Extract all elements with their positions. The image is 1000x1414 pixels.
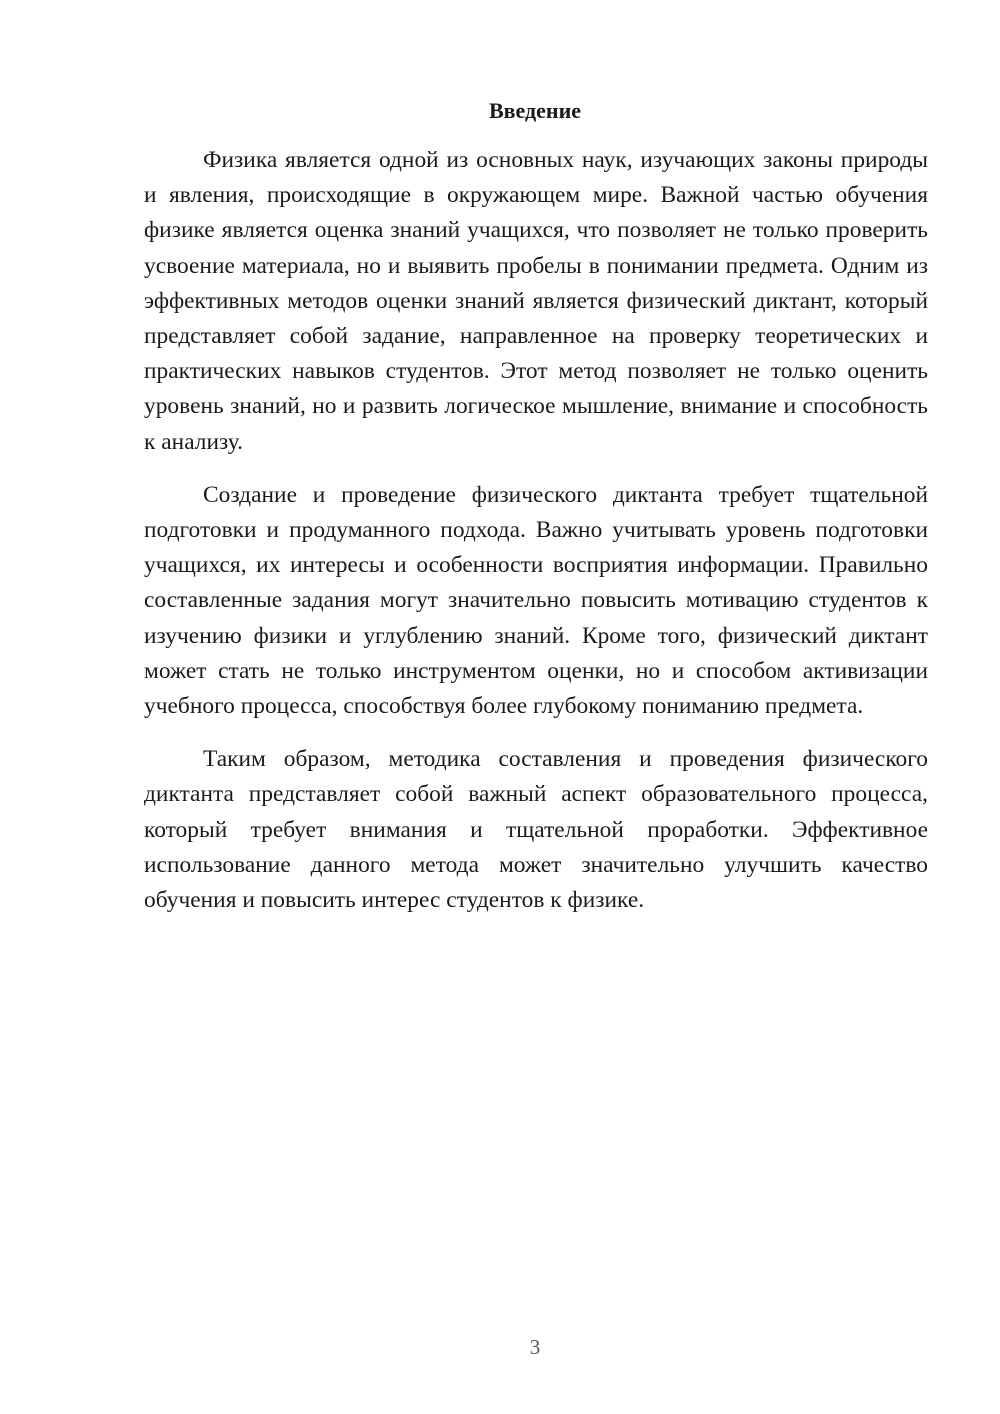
paragraph-1: Физика является одной из основных наук, изучающих законы природы и явления, происходящие в окружающем мире. Важной частью обучения физике является оценка знаний учащихся, что позволяет не только проверить усвоение материала, но и выявить пробелы в понимании предмета. Одним из эффективных методов оценки знаний является физический диктант, который представляет собой задание, направленное на проверку теоретических и практических навыков студентов. Этот метод позволяет не только оценить уровень знаний, но и развить логическое мышление, внимание и способность к анализу. [144, 147, 928, 455]
document-body [144, 143, 928, 918]
page-title: Введение [488, 98, 582, 123]
paragraph-2: Создание и проведение физического диктанта требует тщательной подготовки и продуманного подхода. Важно учитывать уровень подготовки учащихся, их интересы и особенности восприятия информации. Правильно составленные задания могут значительно повысить мотивацию студентов к изучению физики и углублению знаний. Кроме того, физический диктант может стать не только инструментом оценки, но и способом активизации учебного процесса, способствуя более глубокому пониманию предмета. [144, 481, 928, 720]
paragraph-3: Таким образом, методика составления и проведения физического диктанта представляет собой важный аспект образовательного процесса, который требует внимания и тщательной проработки. Эффективное использование данного метода может значительно улучшить качество обучения и повысить интерес студентов к физике. [144, 746, 928, 914]
page-number: 3 [529, 1335, 541, 1359]
